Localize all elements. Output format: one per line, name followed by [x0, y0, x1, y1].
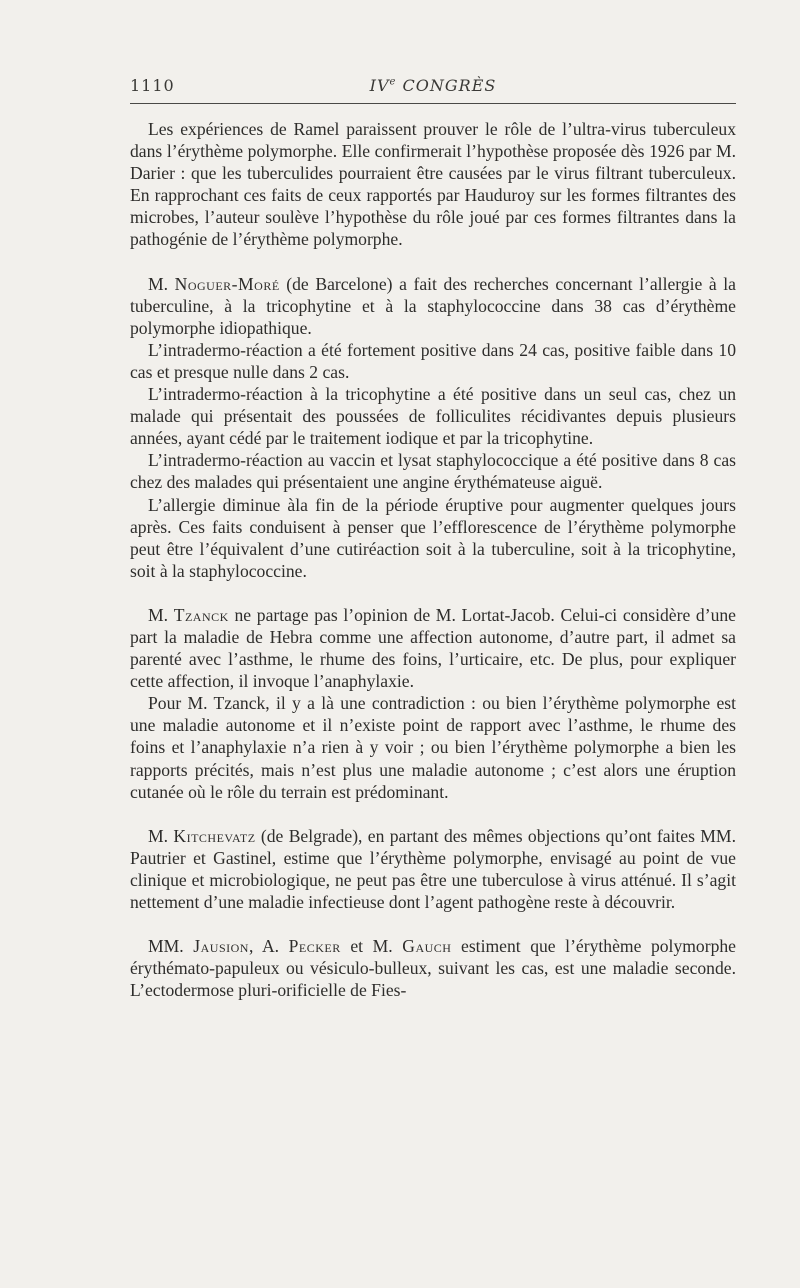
speaker-name: Noguer-Moré: [174, 273, 280, 294]
paragraph-text: et M.: [340, 936, 403, 957]
speaker-title: M.: [148, 604, 174, 625]
header-rule: [130, 103, 736, 104]
paragraph-ramel: Les expériences de Ramel paraissent prouver le rôle de l’ultra-virus tuberculeux dans l’érythème polymorphe. Elle confirmerait l’hypothèse proposée dès 1926 par M. Darier : que les tuberculides pourraient être causées par le virus filtrant tuberculeux. En rapprochant ces faits de ceux rapportés par Hauduroy sur les formes filtrantes des microbes, l’auteur soulève l’hypothèse du rôle joué par ces formes filtrantes dans la pathogénie de l’érythème polymorphe.: [130, 119, 736, 250]
paragraph-intradermo-tuberculine: L’intradermo-réaction a été fortement positive dans 24 cas, positive faible dans 10 cas et presque nulle dans 2 cas.: [130, 339, 736, 382]
speaker-name: Jausion: [193, 936, 249, 957]
running-head-superscript: e: [389, 76, 397, 88]
speaker-title: M.: [148, 825, 174, 846]
speaker-name: Pecker: [288, 936, 341, 957]
paragraph-tzanck: [130, 604, 736, 692]
paragraph-tzanck-contradiction: Pour M. Tzanck, il y a là une contradiction : ou bien l’érythème polymorphe est une maladie autonome et il n’existe point de rapport avec l’asthme, le rhume des foins et l’anaphylaxie n’a rien à y voir ; ou bien l’érythème polymorphe a bien les rapports précités, mais n’est plus une maladie autonome ; c’est alors une éruption cutanée où le rôle du terrain est prédominant.: [130, 693, 736, 802]
body-text: [130, 118, 736, 1001]
paragraph-kitchevatz: [130, 825, 736, 913]
paragraph-noguer-more: [130, 273, 736, 339]
page-header: [130, 76, 736, 100]
paragraph-intradermo-tricophytine: L’intradermo-réaction à la tricophytine a été positive dans un seul cas, chez un malade qui présentait des poussées de folliculites récidivantes depuis plusieurs années, ayant cédé par le traitement iodique et par la tricophytine.: [130, 384, 736, 449]
speaker-title: M.: [148, 273, 175, 294]
speaker-name: Kitchevatz: [173, 825, 256, 846]
speaker-name: Gauch: [402, 936, 452, 957]
paragraph-text: , A.: [248, 936, 289, 957]
paragraph-text: (de Belgrade), en partant des mêmes objections qu’ont faites MM. Pautrier et Gastinel, estime que l’érythème polymorphe, envisagé au point de vue clinique et microbiologique, ne peut pas être une tuberculose à virus atténué. Il s’agit nettement d’une maladie infectieuse dont l’agent pathogène reste à découvrir.: [130, 825, 736, 912]
page-number: 1110: [130, 76, 175, 95]
paragraph-intradermo-staphylococcique: L’intradermo-réaction au vaccin et lysat staphylococcique a été positive dans 8 cas chez des malades qui présentaient une angine érythémateuse aiguë.: [130, 450, 736, 493]
paragraph-text: (de Barcelone) a fait des recherches concernant l’allergie à la tuberculine, à la tricophytine et à la staphylococcine dans 38 cas d’érythème polymorphe idiopathique.: [130, 273, 736, 338]
paragraph-text: ne partage pas l’opinion de M. Lortat-Jacob. Celui-ci considère d’une part la maladie de Hebra comme une affection autonome, d’autre part, il admet sa parenté avec l’asthme, le rhume des foins, l’urticaire, etc. De plus, pour expliquer cette affection, il invoque l’anaphylaxie.: [130, 604, 736, 692]
paragraph-jausion-pecker-gauch: [130, 935, 736, 1001]
paragraph-allergie: L’allergie diminue àla fin de la période éruptive pour augmenter quelques jours après. Ces faits conduisent à penser que l’efflorescence de l’érythème polymorphe peut être l’équivalent d’une cutiréaction soit à la tuberculine, soit à la tricophytine, soit à la staphylococcine.: [130, 494, 736, 581]
running-head: [130, 76, 736, 95]
speaker-name: Tzanck: [173, 604, 229, 625]
speaker-title: MM.: [148, 936, 194, 957]
running-head-numeral: IV: [369, 76, 390, 95]
running-head-title: CONGRÈS: [396, 76, 497, 95]
paragraph-text: estiment que l’érythème polymorphe érythémato-papuleux ou vésiculo-bulleux, suivant les cas, est une maladie seconde. L’ectodermose pluri-orificielle de Fies-: [130, 936, 736, 1001]
